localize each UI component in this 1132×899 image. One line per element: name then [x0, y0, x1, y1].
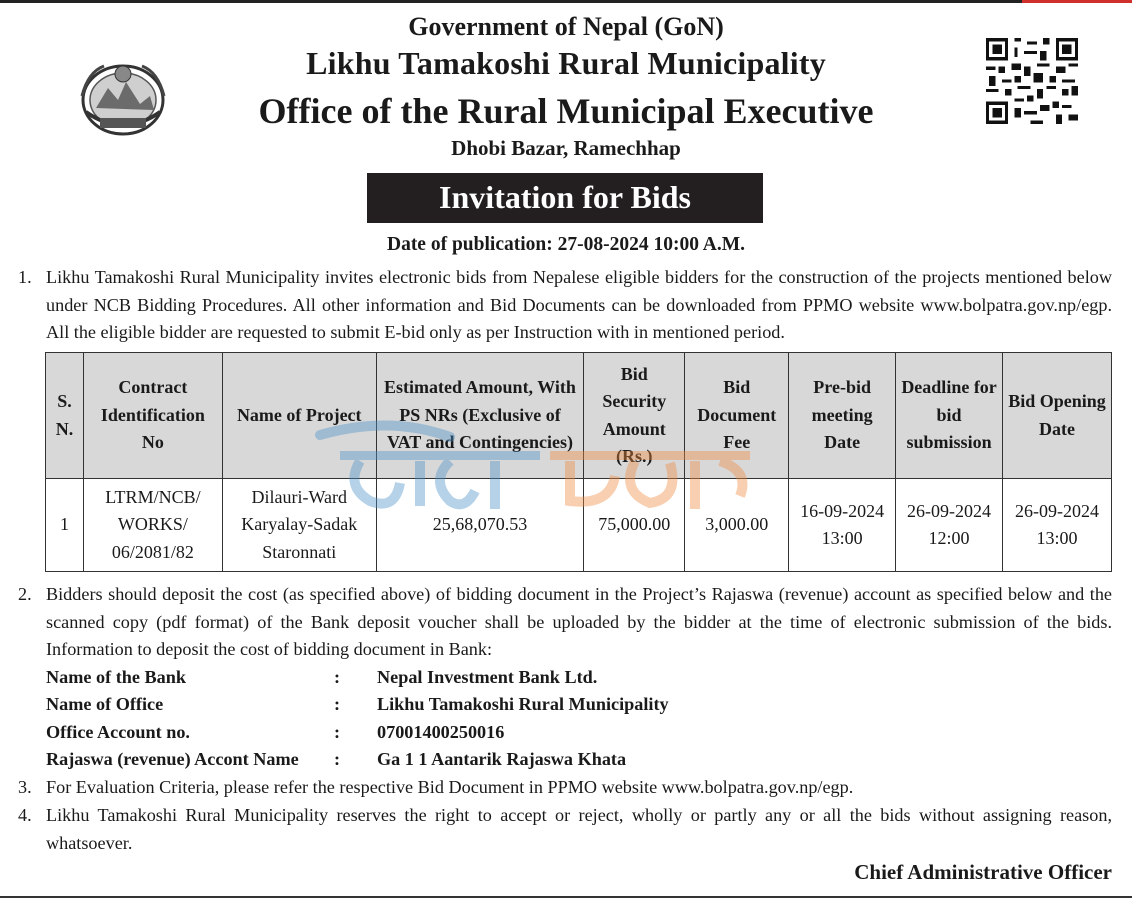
bank-info-value: 07001400250016: [377, 722, 505, 742]
invitation-title: Invitation for Bids: [367, 173, 763, 223]
bank-info-value: Nepal Investment Bank Ltd.: [377, 667, 598, 687]
table-cell: 75,000.00: [584, 479, 685, 572]
column-header: Pre-bid meeting Date: [789, 353, 896, 479]
publication-date: Date of publication: 27-08-2024 10:00 A.M.: [386, 234, 746, 255]
item-text: Bidders should deposit the cost (as specified above) of bidding document in the Project’s Rajaswa (revenue) account as specified below and the scanned copy (pdf format) of the Bank deposit voucher shall be uploaded by the bidder at the time of electronic submission of the bids. Information to deposit the cost of bidding document in Bank:: [46, 584, 1112, 659]
item-number: 4.: [18, 805, 32, 825]
table-cell: Dilauri-Ward Karyalay-Sadak Staronnati: [222, 479, 376, 572]
item-text: Likhu Tamakoshi Rural Municipality invites electronic bids from Nepalese eligible bidders for the construction of the projects mentioned below under NCB Bidding Procedures. All other information and Bid Documents can be downloaded from PPMO website www.bolpatra.gov.np/egp. All the eligible bidder are requested to submit E-bid only as per Instruction with in mentioned period.: [46, 267, 1112, 342]
bank-info-value: Ga 1 1 Aantarik Rajaswa Khata: [377, 749, 627, 769]
column-header: Bid Document Fee: [685, 353, 789, 479]
item-number: 1.: [18, 267, 32, 287]
bottom-rule: [0, 896, 1132, 898]
signatory: Chief Administrative Officer: [854, 860, 1112, 884]
column-header: Contract Identification No: [83, 353, 222, 479]
bids-table: [45, 352, 1112, 572]
column-header: Estimated Amount, With PS NRs (Exclusive of VAT and Contingencies): [376, 353, 584, 479]
item-text: Likhu Tamakoshi Rural Municipality reserves the right to accept or reject, wholly or partly any or all the bids without assigning reason, whatsoever.: [46, 805, 1112, 853]
bank-info-label: Rajaswa (revenue) Accont Name: [46, 749, 299, 769]
item-number: 3.: [18, 777, 32, 797]
column-header: Name of Project: [222, 353, 376, 479]
office-heading: Office of the Rural Municipal Executive: [258, 91, 874, 131]
table-cell: 25,68,070.53: [376, 479, 584, 572]
table-cell: LTRM/NCB/ WORKS/ 06/2081/82: [83, 479, 222, 572]
office-address: Dhobi Bazar, Ramechhap: [451, 136, 681, 160]
bank-info-colon: :: [334, 667, 341, 687]
item-text: For Evaluation Criteria, please refer the respective Bid Document in PPMO website www.bolpatra.gov.np/egp.: [46, 777, 854, 797]
bank-info-colon: :: [334, 749, 341, 769]
government-heading: Government of Nepal (GoN): [408, 12, 724, 41]
table-cell: 3,000.00: [685, 479, 789, 572]
column-header: Bid Security Amount (Rs.): [584, 353, 685, 479]
item-number: 2.: [18, 584, 32, 604]
table-cell: 26-09-2024 13:00: [1003, 479, 1112, 572]
municipality-heading: Likhu Tamakoshi Rural Municipality: [306, 45, 826, 81]
table-cell: 16-09-2024 13:00: [789, 479, 896, 572]
column-header: Deadline for bid submission: [896, 353, 1003, 479]
bank-info-colon: :: [334, 694, 341, 714]
table-cell: 1: [46, 479, 84, 572]
column-header: S. N.: [46, 353, 84, 479]
bank-info-label: Office Account no.: [46, 722, 190, 742]
table-row: [46, 479, 1112, 572]
bank-info-colon: :: [334, 722, 341, 742]
column-header: Bid Opening Date: [1003, 353, 1112, 479]
table-cell: 26-09-2024 12:00: [896, 479, 1003, 572]
bank-info-label: Name of the Bank: [46, 667, 186, 687]
corner-accent: [1022, 0, 1132, 3]
bank-info-value: Likhu Tamakoshi Rural Municipality: [377, 694, 669, 714]
table-header-row: [46, 353, 1112, 479]
bank-info-label: Name of Office: [46, 694, 164, 714]
